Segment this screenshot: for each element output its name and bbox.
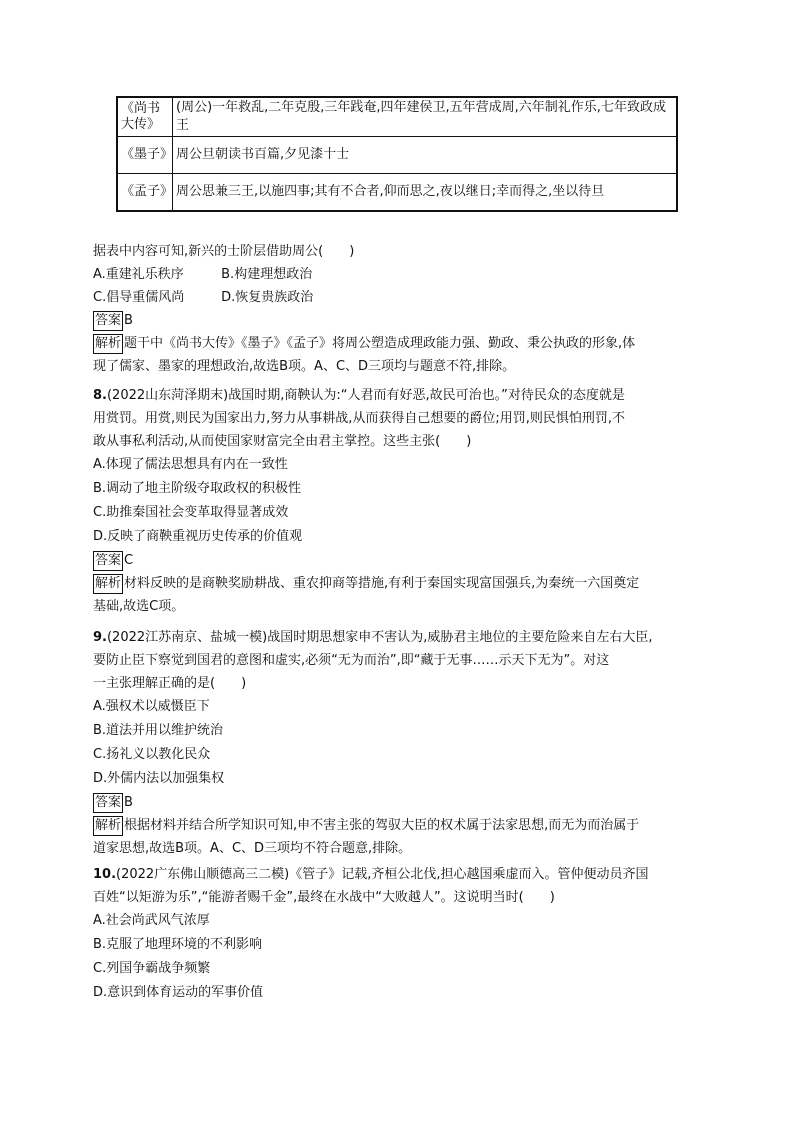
answer-line [93,549,695,572]
analysis-line [93,814,695,837]
table-source-cell: 《墨子》 [117,137,173,174]
question-number: 9. [93,630,107,645]
table-source-cell: 《尚书大传》 [117,97,173,137]
table-row [117,137,677,174]
options-list [93,909,695,1005]
analysis-line [93,572,695,595]
question-stem-line: 10.(2022广东佛山顺德高三二模)《管子》记载,齐桓公北伐,担心越国乘虚而入。管仲便动员齐国 [93,867,649,882]
answer-tag: 答案 [93,551,123,571]
option-row [93,263,695,286]
answer-tag: 答案 [93,793,123,813]
option-c: C.列国争霸战争频繁 [93,961,211,976]
option-d: D.恢复贵族政治 [221,290,314,305]
option-b: B.调动了地主阶级夺取政权的积极性 [93,481,302,496]
question-number: 10. [93,867,117,882]
analysis-line [93,332,695,355]
question-stem: 据表中内容可知,新兴的士阶层借助周公( ) [93,244,355,259]
option-d: D.意识到体育运动的军事价值 [93,985,264,1000]
option-b: B.构建理想政治 [221,267,313,282]
question-10 [93,863,695,1005]
options-list [93,453,695,549]
question-stem-line: 用赏罚。用赏,则民为国家出力,努力从事耕战,从而获得自己想要的爵位;用罚,则民惧怕刑罚,不 [93,411,626,426]
answer-value: B [124,313,133,328]
option-c: C.倡导重儒风尚 [93,290,185,305]
option-a: A.重建礼乐秩序 [93,267,184,282]
table-content-cell: 周公思兼三王,以施四事;其有不合者,仰而思之,夜以继日;幸而得之,坐以待旦 [173,174,678,212]
analysis-text: 材料反映的是商鞅奖励耕战、重农抑商等措施,有利于秦国实现富国强兵,为秦统一六国奠定 [124,576,640,591]
analysis-line: 基础,故选C项。 [93,599,185,614]
analysis-tag: 解析 [93,574,123,594]
option-d: D.外儒内法以加强集权 [93,771,225,786]
analysis-line: 道家思想,故选B项。A、C、D三项均不符合题意,排除。 [93,841,412,856]
option-c: C.助推秦国社会变革取得显著成效 [93,505,289,520]
question-stem-line: 8.(2022山东菏泽期末)战国时期,商鞅认为:“人君而有好恶,故民可治也。”对待民众的态度就是 [93,388,625,403]
answer-value: C [124,553,134,568]
option-b: B.克服了地理环境的不利影响 [93,937,263,952]
option-row [93,286,695,309]
options-list [93,695,695,791]
answer-tag: 答案 [93,311,123,331]
question-stem-line: 一主张理解正确的是( ) [93,676,247,691]
option-c: C.扬礼义以教化民众 [93,747,211,762]
question-stem-line: 9.(2022江苏南京、盐城一模)战国时期思想家申不害认为,威胁君主地位的主要危险来自左右大臣, [93,630,653,645]
answer-line [93,791,695,814]
question-8 [93,384,695,618]
question-stem-line: 敢从事私利活动,从而使国家财富完全由君主掌控。这些主张( ) [93,434,472,449]
question-9 [93,626,695,860]
analysis-tag: 解析 [93,334,123,354]
option-d: D.反映了商鞅重视历史传承的价值观 [93,529,303,544]
table-source-cell: 《孟子》 [117,174,173,212]
option-b: B.道法并用以维护统治 [93,723,224,738]
option-a: A.社会尚武风气浓厚 [93,913,210,928]
option-a: A.强权术以威慑臣下 [93,699,210,714]
analysis-text: 题干中《尚书大传》《墨子》《孟子》将周公塑造成理政能力强、勤政、秉公执政的形象,体 [124,336,636,351]
analysis-tag: 解析 [93,816,123,836]
question-number: 8. [93,388,107,403]
source-table [116,96,678,212]
table-row [117,174,677,212]
table-row [117,97,677,137]
option-a: A.体现了儒法思想具有内在一致性 [93,457,288,472]
answer-value: B [124,795,133,810]
analysis-line: 现了儒家、墨家的理想政治,故选B项。A、C、D三项均与题意不符,排除。 [93,359,516,374]
answer-line [93,309,695,332]
table-content-cell: 周公旦朝读书百篇,夕见漆十士 [173,137,678,174]
analysis-text: 根据材料并结合所学知识可知,申不害主张的驾驭大臣的权术属于法家思想,而无为而治属于 [124,818,640,833]
question-stem-line: 百姓“以矩游为乐”,“能游者赐千金”,最终在水战中“大败越人”。这说明当时( ) [93,890,555,905]
table-content-cell: (周公)一年救乱,二年克殷,三年践奄,四年建侯卫,五年营成周,六年制礼作乐,七年致政成王 [173,97,678,137]
question-7 [93,240,695,378]
question-stem-line: 要防止臣下察觉到国君的意图和虚实,必须“无为而治”,即“藏于无事……示天下无为”。对这 [93,653,610,668]
